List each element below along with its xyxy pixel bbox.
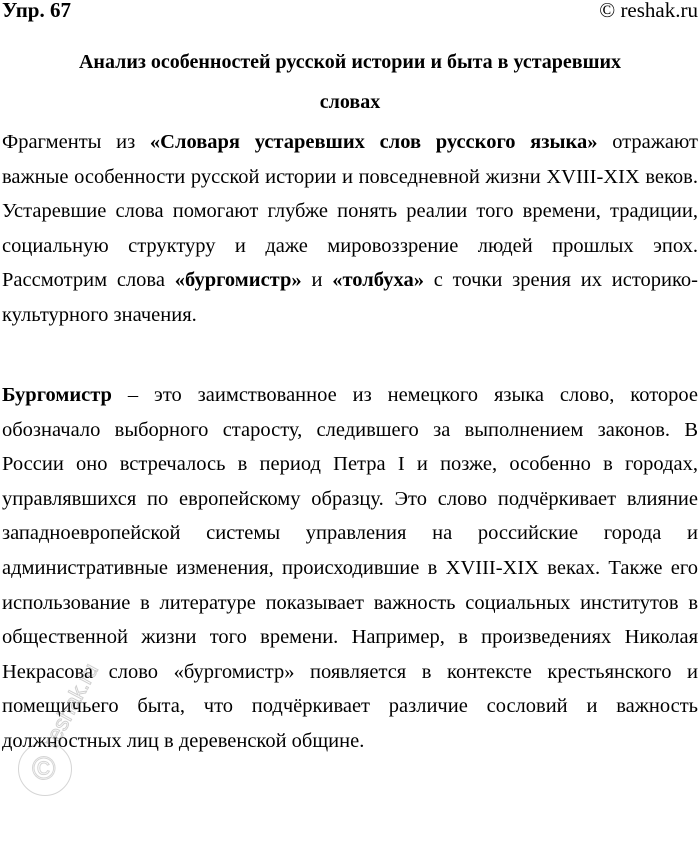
text: Фрагменты из bbox=[2, 131, 150, 153]
term-heading: Бургомистр bbox=[2, 384, 112, 406]
document-title bbox=[0, 42, 700, 122]
copyright-symbol-icon: © bbox=[32, 750, 56, 786]
text: – это заимствованное из немецкого языка слово, которое обозначало выборного старосту, следившего за выполнением законов. В России оно встречалось в период Петра I и позже, особенно в городах, управлявшихся по европейскому образцу. Это слово подчёркивает влияние западноевропейской системы управления на российские города и административные изменения, происходившие в XVIII-XIX веках. Также его использование в литературе показывает важность социальных институтов в общественной жизни того времени. Например, в произведениях Николая Некрасова слово «бургомистр» появляется в контексте крестьянского и помещичьего быта, что подчёркивает различие сословий и важность должностных лиц в деревенской общине. bbox=[2, 384, 698, 752]
text: с точки зрения их историко-культурного значения. bbox=[2, 269, 699, 326]
title-line-2: словах bbox=[319, 91, 381, 113]
exercise-number: Упр. 67 bbox=[2, 0, 71, 22]
text: отражают важные особенности русской истории и повседневной жизни XVIII-XIX веков. Устаревшие слова помогают глубже понять реалии того времени, традиции, социальную структуру и даже мировоззрение людей прошлых эпох. Рассмотрим слова bbox=[2, 131, 699, 292]
burgomistr-paragraph bbox=[2, 378, 698, 759]
title-line-1: Анализ особенностей русской истории и быта в устаревших bbox=[78, 51, 622, 73]
dictionary-title: «Словаря устаревших слов русского языка» bbox=[149, 131, 598, 153]
term-burgomistr: «бургомистр» bbox=[174, 269, 302, 292]
text: и bbox=[301, 269, 333, 292]
intro-paragraph bbox=[2, 125, 698, 333]
watermark-text: reshak.ru bbox=[38, 659, 104, 752]
term-tolbukha: «толбуха» bbox=[332, 269, 424, 292]
copyright-label: © reshak.ru bbox=[599, 0, 698, 22]
